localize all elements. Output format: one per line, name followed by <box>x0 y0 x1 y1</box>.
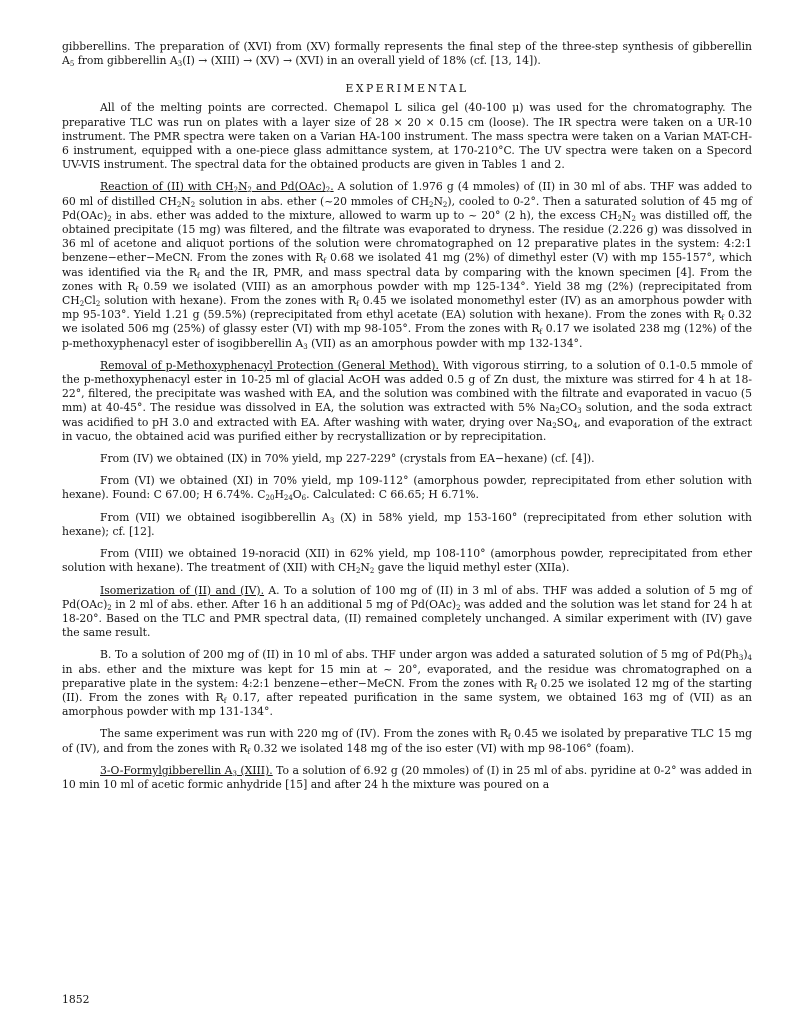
same-experiment-paragraph: The same experiment was run with 220 mg of (IV). From the zones with $R_f$ 0.45 we isolated by preparative TLC 15 mg of (IV), and from the zones with $R_f$ 0.32 we isolated 148 mg of the iso ester (VI) with mp 98-106° (foam). <box>62 727 752 756</box>
isomerization-title: Isomerization of (II) and (IV). <box>100 583 265 597</box>
formyl-title: 3-O-Formylgibberellin $A_3$ (XIII). <box>100 763 273 778</box>
intro-line-1: gibberellins. The preparation of (XVI) from (XV) formally represents the final step of the three-step synthesis <box>62 40 674 53</box>
removal-title: Removal of p-Methoxyphenacyl Protection (General Method). <box>100 358 439 372</box>
removal-paragraph: Removal of p-Methoxyphenacyl Protection (General Method). With vigorous stirring, to a solution of 0.1-0.5 mmole of the p-methoxyphenacyl ester in 10-25 ml of glacial AcOH was added 0.5 g of Zn dust, the mixture was stirred for 4 h at 18-22°, filtered, the precipitate was washed with EA, and the solution was combined with the filtrate and evaporated in vacuo (5 mm) at 40-45°. The residue was dissolved in EA, the solution was extracted with 5% $Na_2CO_3$ solution, and the soda extract was acidified to pH 3.0 and extracted with EA. After washing with water, drying over $Na_2SO_4$, and evaporation of the extract in vacuo, the obtained acid was purified either by recrystallization or by reprecipitation. <box>62 358 753 443</box>
from-vii-paragraph: From (VII) we obtained isogibberellin $A_3$ (X) in 58% yield, mp 153-160° (reprecipitated from ether solution with hexane); cf. [12]. <box>62 510 753 538</box>
intro-paragraph: gibberellins. The preparation of (XVI) from (XV) formally represents the final step of the three-step synthesis of gibberellin $A_5$ from gibberellin $A_3(I)$ → (XIII) → (XV) → (XVI) in an overall yield of 18% (cf. [13, 14]). <box>62 40 753 69</box>
reaction-title: Reaction of (II) with $CH_2N_2$ and $Pd(OAc)_2$. <box>100 180 334 195</box>
isomerization-paragraph: Isomerization of (II) and (IV). A. To a solution of 100 mg of (II) in 3 ml of abs. THF was added a solution of 5 mg of $Pd(OAc)_2$ in 2 ml of abs. ether. After 16 h an additional 5 mg of $Pd(OAc)_2$ was added and the solution was let stand for 24 h at 18-20°. Based on the TLC and PMR spectral data, (II) remained completely unchanged. A similar experiment with (IV) gave the same result. <box>62 583 752 640</box>
from-iv-paragraph: From (IV) we obtained (IX) in 70% yield, mp 227-229° (crystals from EA−hexane) (cf. [4]). <box>100 452 595 466</box>
general-paragraph: All of the melting points are corrected. Chemapol L silica gel (40-100 μ) was used for the chromatography. The preparative TLC was run on plates with a layer size of 28 × 20 × 0.15 cm (loose). The IR spectra were taken on a UR-10 instrument. The PMR spectra were taken on a Varian HA-100 instrument. The mass spectra were taken on a Varian MAT-CH-6 instrument, equipped with a one-piece glass admittance system, at 170-210°C. The UV spectra were taken on a Specord UV-VIS instrument. The spectral data for the obtained products are given in Tables 1 and 2. <box>62 101 752 172</box>
part-b-paragraph: B. To a solution of 200 mg of (II) in 10 ml of abs. THF under argon was added a saturated solution of 5 mg of $Pd(Ph_3)_4$ in abs. ether and the mixture was kept for 15 min at ~ 20°, evaporated, and the residue was chromatographed on a preparative plate in the system: 4:2:1 benzene−ether−MeCN. From the zones with $R_f$ 0.25 we isolated 12 mg of the starting (II). From the zones with $R_f$ 0.17, after repeated purification in the same system, we obtained 163 mg of (VII) as an amorphous powder with mp 131-134°. <box>62 648 752 719</box>
section-heading: EXPERIMENTAL <box>345 82 469 96</box>
intro-line-2: of gibberellin A <box>62 40 753 68</box>
reaction-paragraph: Reaction of (II) with $CH_2N_2$ and $Pd(OAc)_2$. A solution of 1.976 g (4 mmoles) of (II) in 30 ml of abs. THF was added to 60 ml of distilled $CH_2N_2$ solution in abs. ether (~20 mmoles of $CH_2N_2$), cooled to 0-2°. Then a saturated solution of 45 mg of $Pd(OAc)_2$ in abs. ether was added to the mixture, allowed to warm up to ~ 20° (2 h), the excess $CH_2N_2$ was distilled off, the obtained precipitate (15 mg) was filtered, and the filtrate was evaporated to dryness. The residue (2.226 g) was dissolved in 36 ml of acetone and aliquot portions of the solution were chromatographed on 12 preparative plates in the system: 4:2:1 benzene−ether−MeCN. From the zones with $R_f$ 0.68 we isolated 41 mg (2%) of dimethyl ester (V) with mp 155-157°, which was identified via the $R_f$ and the IR, PMR, and mass spectral data by comparing with the known specimen [4]. From the zones with $R_f$ 0.59 we isolated (VIII) as an amorphous powder with mp 125-134°. Yield 38 mg (2%) (reprecipitated from $CH_2Cl_2$ solution with hexane). From the zones with $R_f$ 0.45 we isolated monomethyl ester (IV) as an amorphous powder with mp 95-103°. Yield 1.21 g (59.5%) (reprecipitated from ethyl acetate (EA) solution with hexane). From the zones with $R_f$ 0.32 we isolated 506 mg (25%) of glassy ester (VI) with mp 98-105°. From the zones with $R_f$ 0.17 we isolated 238 mg (12%) of the p-methoxyphenacyl ester of isogibberellin $A_3$ (VII) as an amorphous powder with mp 132-134°. <box>62 180 752 351</box>
page-number: 1852 <box>62 993 90 1006</box>
page-body <box>62 40 752 792</box>
from-vi-paragraph: From (VI) we obtained (XI) in 70% yield, mp 109-112° (amorphous powder, reprecipitated from ether solution with hexane). Found: C 67.00; H 6.74%. $C_{20}H_{24}O_6$. Calculated: C 66.65; H 6.71%. <box>62 474 752 503</box>
from-viii-paragraph: From (VIII) we obtained 19-noracid (XII) in 62% yield, mp 108-110° (amorphous powder, reprecipitated from ether solution with hexane). The treatment of (XII) with $CH_2N_2$ gave the liquid methyl ester (XIIa). <box>62 547 752 576</box>
formyl-paragraph: 3-O-Formylgibberellin $A_3$ (XIII). To a solution of 6.92 g (20 mmoles) of (I) in 25 ml of abs. pyridine at 0-2° was added in 10 min 10 ml of acetic formic anhydride [15] and after 24 h the mixture was poured on a <box>62 763 752 791</box>
